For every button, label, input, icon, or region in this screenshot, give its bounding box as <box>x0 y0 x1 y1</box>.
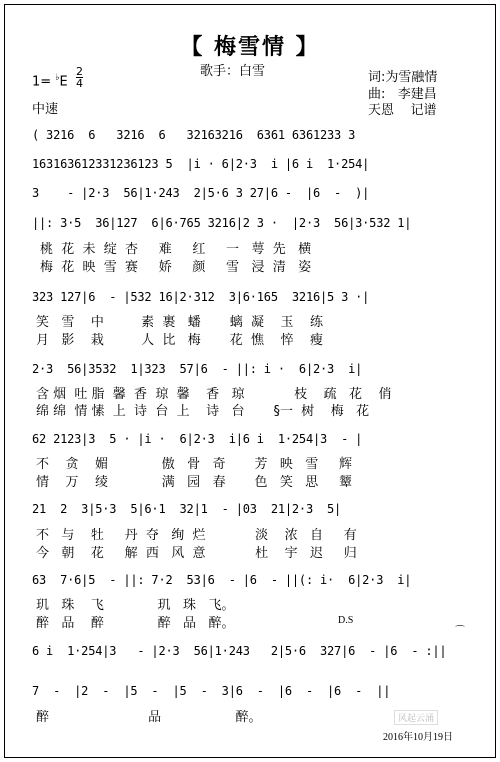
lyric-line-10: 今 朝 花 解 西 风 意 杜 宇 迟 归 <box>36 546 357 561</box>
time-signature: 2 4 <box>76 65 83 90</box>
score-line-6: 2·3 56|3532 1|323 57|6 - ||: i · 6|2·3 i| <box>32 362 363 376</box>
lyric-line-9: 不 与 牡 丹 夺 绚 烂 淡 浓 自 有 <box>36 528 357 543</box>
lyric-line-4: 月 影 栽 人 比 梅 花 憔 悴 瘦 <box>36 333 324 348</box>
lyric-line-1: 桃 花 未 绽 杏 难 红 一 萼 先 横 <box>40 242 312 257</box>
tempo: 中速 <box>32 102 59 117</box>
ds-mark: D.S <box>338 615 354 626</box>
score-line-5: 323 127|6 - |532 16|2·312 3|6·165 3216|5 3 ·| <box>32 290 370 304</box>
composer: 曲: 李建昌 <box>368 87 437 102</box>
lyric-line-5: 含 烟 吐 脂 馨 香 琼 馨 香 琼 枝 疏 花 俏 <box>36 387 392 402</box>
score-line-1: ( 3216 6 3216 6 32163216 6361 6361233 3 <box>32 128 356 142</box>
score-line-2: 163163612331236123 5 |i · 6|2·3 i |6 i 1·254| <box>32 157 370 171</box>
lyric-line-13: 醉 品 醉。 <box>36 710 262 725</box>
transcriber: 天恩 记谱 <box>368 103 437 118</box>
lyric-line-11: 玑 珠 飞 玑 珠 飞。 <box>36 598 235 613</box>
lyric-line-6: 绵 绵 情 愫 上 诗 台 上 诗 台 §一 树 梅 花 <box>36 404 370 419</box>
score-line-11: 7 - |2 - |5 - |5 - 3|6 - |6 - |6 - || <box>32 684 391 698</box>
lyric-line-12: 醉 品 醉 醉 品 醉。 <box>36 616 235 631</box>
lyric-line-8: 情 万 绫 满 园 春 色 笑 思 颦 <box>36 475 352 490</box>
singer-line: 歌手：白雪 <box>200 64 266 79</box>
score-line-9: 63 7·6|5 - ||: 7·2 53|6 - |6 - ||(: i· 6|2·3 i| <box>32 573 412 587</box>
watermark-stamp: 风起云涌 <box>394 710 438 725</box>
date-label: 2016年10月19日 <box>383 732 453 743</box>
lyricist: 词:为雪融情 <box>368 70 438 85</box>
fine-mark: ⌒ <box>455 626 465 637</box>
song-title: 【 梅雪情 】 <box>180 35 320 60</box>
key-signature: 1= ♭E <box>32 73 68 90</box>
lyric-line-7: 不 贪 媚 傲 骨 奇 芳 映 雪 辉 <box>36 457 352 472</box>
score-line-10: 6 i 1·254|3 - |2·3 56|1·243 2|5·6 327|6 - |6 - :|| <box>32 644 447 658</box>
lyric-line-2: 梅 花 映 雪 赛 娇 颜 雪 浸 清 姿 <box>40 260 312 275</box>
score-line-4: ||: 3·5 36|127 6|6·765 3216|2 3 · |2·3 56|3·532 1| <box>32 216 412 230</box>
score-line-7: 62 2123|3 5 · |i · 6|2·3 i|6 i 1·254|3 - | <box>32 432 363 446</box>
score-line-3: 3 - |2·3 56|1·243 2|5·6 3 27|6 - |6 - )| <box>32 186 370 200</box>
score-line-8: 21 2 3|5·3 5|6·1 32|1 - |03 21|2·3 5| <box>32 502 342 516</box>
lyric-line-3: 笑 雪 中 素 裹 蟠 螭 凝 玉 练 <box>36 315 324 330</box>
